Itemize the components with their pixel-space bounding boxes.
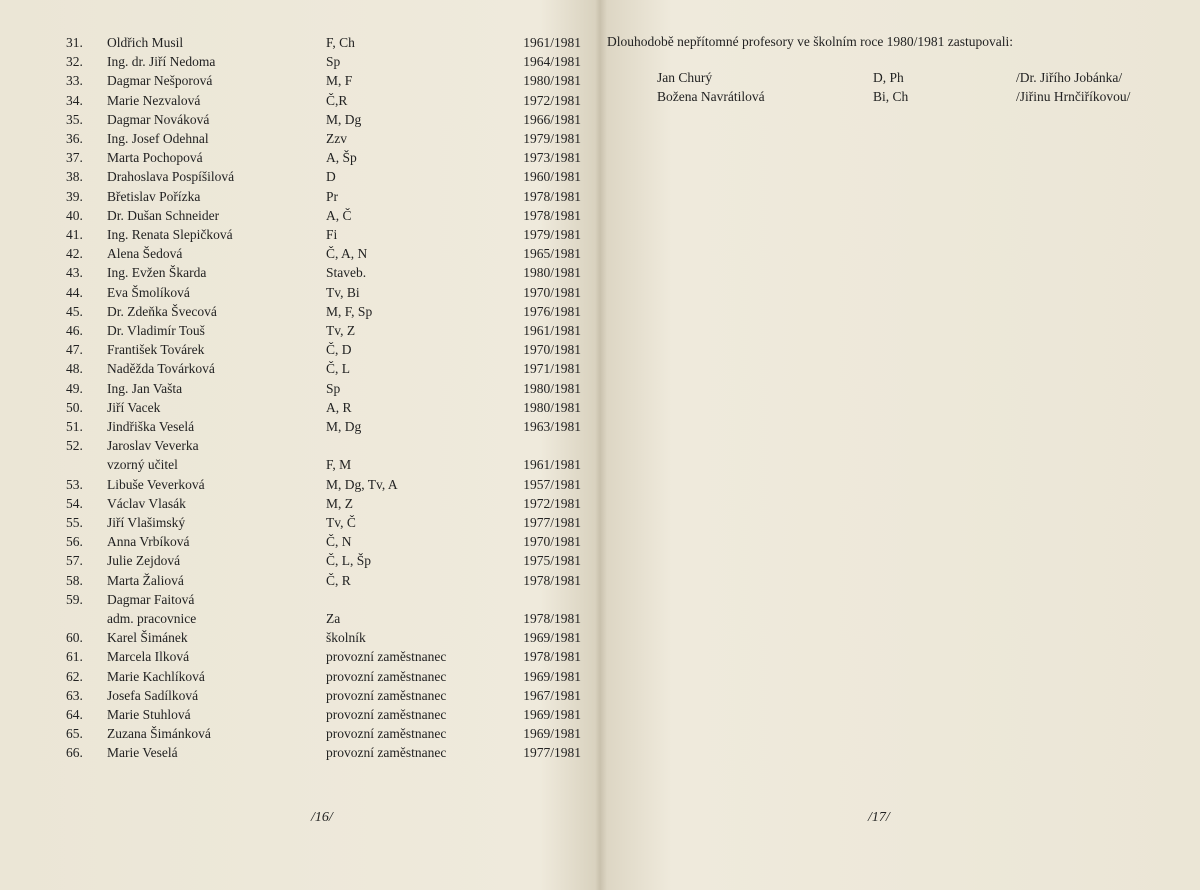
substitute-name: Jan Churý — [657, 70, 713, 85]
row-number: 58. — [66, 572, 83, 588]
staff-subjects: Tv, Č — [326, 515, 356, 530]
staff-years: 1977/1981 — [523, 745, 581, 761]
staff-name: Marta Pochopová — [107, 150, 203, 166]
staff-name: Jindřiška Veselá — [107, 419, 195, 434]
staff-subjects: Č, A, N — [326, 246, 368, 262]
staff-years: 1978/1981 — [523, 188, 581, 204]
row-number: 62. — [66, 668, 83, 684]
staff-subjects: provozní zaměstnanec — [326, 726, 447, 742]
row-number: 44. — [66, 284, 83, 300]
staff-subjects: Č,R — [326, 92, 348, 108]
substitute-row — [0, 68, 1200, 87]
substitute-name: Božena Navrátilová — [657, 89, 765, 104]
staff-subjects: Za — [326, 611, 341, 626]
staff-years: 1977/1981 — [523, 515, 581, 530]
staff-years: 1980/1981 — [523, 265, 581, 281]
staff-years: 1966/1981 — [523, 111, 581, 127]
staff-subjects: M, Dg — [326, 419, 362, 434]
staff-name: Jaroslav Veverka — [107, 438, 199, 454]
table-row — [0, 551, 598, 570]
staff-subjects: Fi — [326, 227, 338, 242]
row-number: 45. — [66, 303, 83, 319]
staff-years: 1969/1981 — [523, 668, 581, 684]
table-row — [0, 398, 598, 417]
staff-years: 1970/1981 — [523, 534, 581, 550]
staff-subjects: M, F — [326, 73, 353, 89]
staff-subjects: A, R — [326, 399, 352, 415]
table-row — [0, 33, 598, 52]
row-number: 63. — [66, 687, 83, 703]
staff-subjects: M, Z — [326, 495, 353, 511]
row-number: 42. — [66, 246, 83, 262]
staff-name: Zuzana Šimánková — [107, 726, 211, 742]
staff-name: Dagmar Nováková — [107, 111, 210, 127]
row-number: 65. — [66, 726, 83, 742]
row-number: 37. — [66, 150, 83, 166]
staff-years: 1978/1981 — [523, 611, 581, 626]
staff-subjects: A, Šp — [326, 150, 357, 166]
staff-name: Drahoslava Pospíšilová — [107, 169, 235, 185]
staff-subjects: D — [326, 169, 336, 185]
staff-years: 1970/1981 — [523, 342, 581, 358]
staff-years: 1973/1981 — [523, 150, 581, 166]
staff-name: Ing. Evžen Škarda — [107, 265, 207, 281]
staff-subjects: provozní zaměstnanec — [326, 649, 447, 665]
table-row — [0, 321, 598, 340]
staff-years: 1975/1981 — [523, 553, 581, 569]
staff-subjects: Č, R — [326, 572, 351, 588]
staff-name: Julie Zejdová — [107, 553, 181, 569]
staff-years: 1967/1981 — [523, 687, 581, 703]
table-row — [0, 436, 598, 455]
staff-years: 1980/1981 — [523, 73, 581, 89]
table-row — [0, 187, 598, 206]
staff-years: 1970/1981 — [523, 284, 581, 300]
substitute-row — [0, 87, 1200, 106]
staff-subjects: provozní zaměstnanec — [326, 745, 447, 761]
table-row — [0, 475, 598, 494]
table-row — [0, 340, 598, 359]
staff-name: Marie Stuhlová — [107, 707, 191, 722]
staff-name: Eva Šmolíková — [107, 284, 190, 300]
staff-years: 1978/1981 — [523, 207, 581, 223]
staff-years: 1971/1981 — [523, 361, 581, 377]
staff-name: Naděžda Továrková — [107, 361, 215, 377]
staff-name: Břetislav Pořízka — [107, 188, 201, 204]
staff-name: Ing. Renata Slepičková — [107, 227, 233, 242]
staff-years: 1969/1981 — [523, 707, 581, 722]
staff-subjects: Zzv — [326, 131, 347, 146]
staff-name: Oldřich Musil — [107, 35, 184, 50]
table-row — [0, 283, 598, 302]
table-row — [0, 244, 598, 263]
staff-subjects: M, Dg, Tv, A — [326, 476, 398, 492]
table-row — [0, 148, 598, 167]
staff-years: 1961/1981 — [523, 457, 581, 473]
staff-name: Dagmar Nešporová — [107, 73, 213, 89]
table-row — [0, 532, 598, 551]
row-number: 64. — [66, 707, 83, 722]
row-number: 59. — [66, 591, 83, 607]
row-number: 61. — [66, 649, 83, 665]
row-number: 34. — [66, 92, 83, 108]
staff-subjects: F, Ch — [326, 35, 355, 50]
staff-years: 1980/1981 — [523, 380, 581, 396]
staff-name: František Továrek — [107, 342, 205, 358]
staff-subjects: Pr — [326, 188, 339, 204]
row-number: 49. — [66, 380, 83, 396]
staff-subjects: Tv, Z — [326, 323, 356, 338]
staff-years: 1972/1981 — [523, 495, 581, 511]
staff-years: 1961/1981 — [523, 323, 581, 338]
staff-name: adm. pracovnice — [107, 611, 197, 626]
staff-name: vzorný učitel — [107, 457, 178, 473]
table-row — [0, 379, 598, 398]
table-row — [0, 455, 598, 474]
staff-subjects: M, F, Sp — [326, 303, 373, 319]
row-number: 55. — [66, 515, 83, 530]
row-number: 38. — [66, 169, 83, 185]
staff-name: Dagmar Faitová — [107, 591, 195, 607]
table-row — [0, 494, 598, 513]
table-row — [0, 686, 598, 705]
staff-name: Josefa Sadílková — [107, 687, 199, 703]
row-number: 52. — [66, 438, 83, 454]
table-row — [0, 513, 598, 532]
staff-subjects: Sp — [326, 380, 341, 396]
staff-name: Ing. Josef Odehnal — [107, 131, 209, 146]
staff-subjects: provozní zaměstnanec — [326, 668, 447, 684]
row-number: 48. — [66, 361, 83, 377]
row-number: 60. — [66, 630, 83, 646]
substitute-replaces: /Jiřinu Hrnčiříkovou/ — [1016, 89, 1131, 104]
staff-years: 1963/1981 — [523, 419, 581, 434]
table-row — [0, 724, 598, 743]
substitutes-heading: Dlouhodobě nepřítomné profesory ve školním roce 1980/1981 zastupovali: — [607, 34, 1014, 49]
staff-years: 1979/1981 — [523, 131, 581, 146]
right-page — [602, 0, 1200, 890]
staff-years: 1957/1981 — [523, 476, 581, 492]
staff-years: 1978/1981 — [523, 572, 581, 588]
staff-years: 1978/1981 — [523, 649, 581, 665]
row-number: 50. — [66, 399, 83, 415]
staff-subjects: Č, L — [326, 361, 351, 377]
row-number: 36. — [66, 131, 83, 146]
staff-years: 1972/1981 — [523, 92, 581, 108]
table-row — [0, 167, 598, 186]
row-number: 66. — [66, 745, 83, 761]
row-number: 43. — [66, 265, 83, 281]
table-row — [0, 129, 598, 148]
staff-name: Dr. Vladimír Touš — [107, 323, 205, 338]
row-number: 54. — [66, 495, 83, 511]
substitute-subjects: Bi, Ch — [873, 89, 909, 104]
staff-name: Alena Šedová — [107, 246, 183, 262]
page-number-left: /16/ — [311, 810, 333, 825]
staff-subjects: A, Č — [326, 207, 352, 223]
staff-name: Dr. Zdeňka Švecová — [107, 303, 217, 319]
staff-subjects: Sp — [326, 54, 341, 70]
row-number: 46. — [66, 323, 83, 338]
table-row — [0, 206, 598, 225]
staff-subjects: provozní zaměstnanec — [326, 687, 447, 703]
staff-subjects: Č, N — [326, 534, 352, 550]
staff-subjects: Staveb. — [326, 265, 367, 281]
staff-years: 1979/1981 — [523, 227, 581, 242]
row-number: 51. — [66, 419, 83, 434]
staff-subjects: školník — [326, 630, 366, 646]
row-number: 33. — [66, 73, 83, 89]
table-row — [0, 743, 598, 762]
staff-subjects: F, M — [326, 457, 352, 473]
staff-years: 1969/1981 — [523, 630, 581, 646]
staff-subjects: Tv, Bi — [326, 284, 360, 300]
table-row — [0, 263, 598, 282]
row-number: 41. — [66, 227, 83, 242]
staff-years: 1969/1981 — [523, 726, 581, 742]
page-number-right: /17/ — [868, 810, 890, 825]
table-row — [0, 359, 598, 378]
table-row — [0, 647, 598, 666]
row-number: 32. — [66, 54, 83, 70]
table-row — [0, 571, 598, 590]
staff-subjects: Č, L, Šp — [326, 553, 372, 569]
staff-name: Marie Veselá — [107, 745, 178, 761]
staff-name: Anna Vrbíková — [107, 534, 190, 550]
staff-name: Karel Šimánek — [107, 630, 188, 646]
staff-name: Marta Žaliová — [107, 572, 184, 588]
staff-years: 1960/1981 — [523, 169, 581, 185]
row-number: 31. — [66, 35, 83, 50]
staff-years: 1964/1981 — [523, 54, 581, 70]
staff-name: Marcela Ilková — [107, 649, 190, 665]
staff-name: Ing. dr. Jiří Nedoma — [107, 54, 216, 70]
staff-years: 1965/1981 — [523, 246, 581, 262]
staff-years: 1976/1981 — [523, 303, 581, 319]
staff-years: 1980/1981 — [523, 399, 581, 415]
table-row — [0, 110, 598, 129]
staff-name: Jiří Vacek — [107, 399, 161, 415]
row-number: 35. — [66, 111, 83, 127]
row-number: 39. — [66, 188, 83, 204]
row-number: 53. — [66, 476, 83, 492]
left-page — [0, 0, 598, 890]
staff-years: 1961/1981 — [523, 35, 581, 50]
table-row — [0, 590, 598, 609]
substitute-subjects: D, Ph — [873, 70, 904, 85]
row-number: 57. — [66, 553, 83, 569]
table-row — [0, 705, 598, 724]
staff-subjects: Č, D — [326, 342, 352, 358]
row-number: 56. — [66, 534, 83, 550]
table-row — [0, 417, 598, 436]
staff-name: Marie Nezvalová — [107, 92, 201, 108]
staff-name: Václav Vlasák — [107, 495, 186, 511]
table-row — [0, 225, 598, 244]
staff-name: Dr. Dušan Schneider — [107, 207, 220, 223]
staff-subjects: M, Dg — [326, 111, 362, 127]
table-row — [0, 667, 598, 686]
staff-name: Jiří Vlašimský — [107, 515, 186, 530]
staff-name: Ing. Jan Vašta — [107, 380, 183, 396]
row-number: 40. — [66, 207, 83, 223]
staff-subjects: provozní zaměstnanec — [326, 707, 447, 722]
table-row — [0, 609, 598, 628]
row-number: 47. — [66, 342, 83, 358]
staff-name: Libuše Veverková — [107, 476, 205, 492]
table-row — [0, 628, 598, 647]
table-row — [0, 302, 598, 321]
substitute-replaces: /Dr. Jiřího Jobánka/ — [1016, 70, 1123, 85]
staff-name: Marie Kachlíková — [107, 668, 205, 684]
